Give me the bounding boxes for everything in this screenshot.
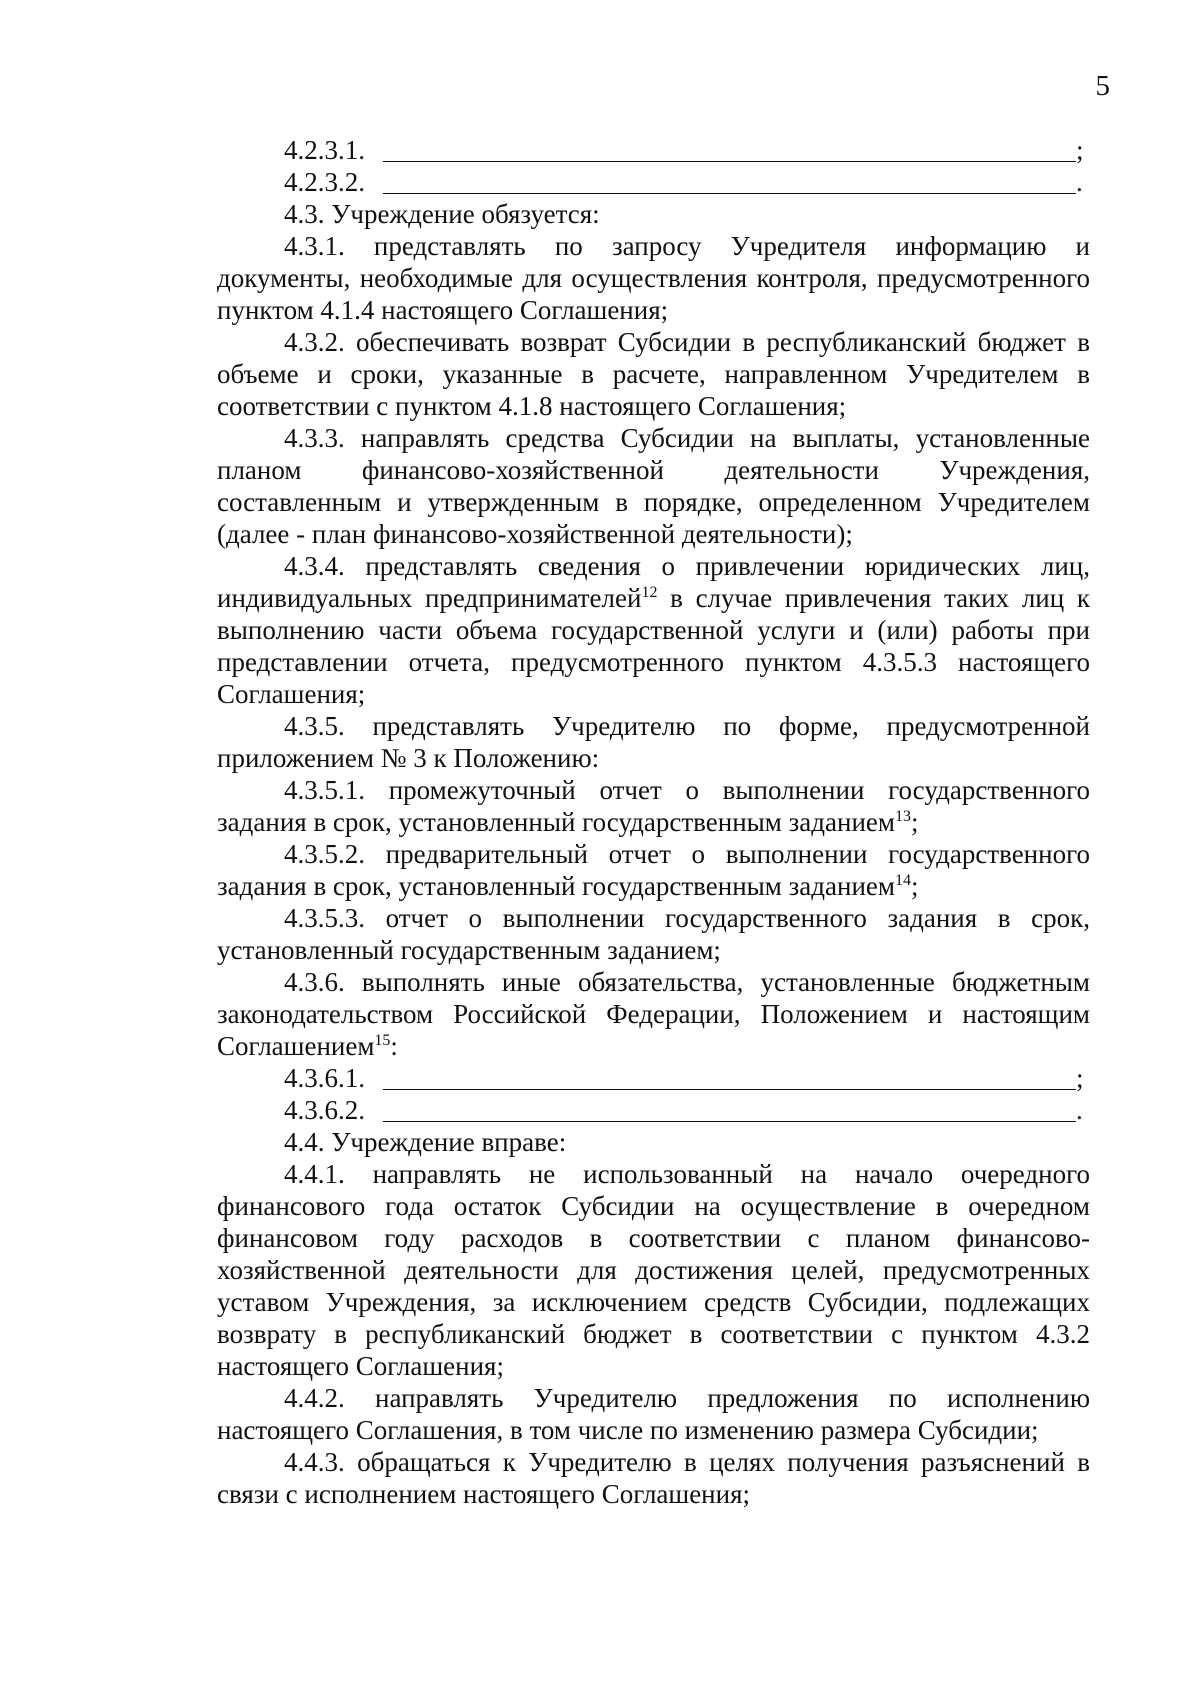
clause-text: :: [390, 1031, 398, 1061]
clause-text: в случае привлечения таких лиц к выполнению части объема государственной услуги и (или) работы при представлении отчета, предусмотренного пунктом 4.3.5.3 настоящего Соглашения;: [217, 583, 1090, 709]
clause-4-3-2: 4.3.2. обеспечивать возврат Субсидии в республиканский бюджет в объеме и сроки, указанные в расчете, направленном Учредителем в соответствии с пунктом 4.1.8 настоящего Соглашения;: [217, 327, 1090, 421]
clause-text: ;: [910, 871, 919, 901]
clause-4-4-3: 4.4.3. обращаться к Учредителю в целях получения разъяснений в связи с исполнением настоящего Соглашения;: [217, 1447, 1090, 1509]
clause-4-3-1: 4.3.1. представлять по запросу Учредителя информацию и документы, необходимые для осуществления контроля, предусмотренного пунктом 4.1.4 настоящего Соглашения;: [217, 231, 1090, 325]
fill-in-line: [383, 137, 1076, 162]
fill-in-line: [383, 1065, 1076, 1090]
blank-item-4-3-6-1: [217, 1062, 1090, 1094]
clause-4-3: 4.3. Учреждение обязуется:: [284, 199, 600, 229]
blank-item-4-2-3-2: [217, 166, 1090, 198]
clause-4-3-5-3: 4.3.5.3. отчет о выполнении государственного задания в срок, установленный государственным заданием;: [217, 903, 1090, 965]
clause-4-3-3: 4.3.3. направлять средства Субсидии на выплаты, установленные планом финансово-хозяйственной деятельности Учреждения, составленным и утвержденным в порядке, определенном Учредителем (далее - план финансово-хозяйственной деятельности);: [217, 423, 1090, 549]
page-number: 5: [1095, 70, 1110, 102]
clause-text: 4.3.5.1. промежуточный отчет о выполнении государственного задания в срок, установленный государственным заданием: [217, 775, 1090, 837]
clause-4-3-6: [217, 966, 1090, 1062]
footnote-ref-15: 15: [374, 1032, 391, 1049]
item-number: 4.2.3.2.: [284, 167, 365, 197]
footnote-ref-12: 12: [641, 584, 658, 601]
item-terminator: ;: [1076, 135, 1084, 165]
item-terminator: .: [1076, 1095, 1083, 1125]
item-number: 4.3.6.1.: [284, 1063, 365, 1093]
footnote-ref-14: 14: [894, 872, 911, 889]
item-number: 4.2.3.1.: [284, 135, 365, 165]
blank-item-4-2-3-1: [217, 134, 1090, 166]
clause-4-3-5: 4.3.5. представлять Учредителю по форме, предусмотренной приложением № 3 к Положению:: [217, 711, 1090, 773]
clause-text: ;: [910, 807, 919, 837]
clause-4-4: 4.4. Учреждение вправе:: [284, 1127, 567, 1157]
item-number: 4.3.6.2.: [284, 1095, 365, 1125]
clause-text: 4.3.5.2. предварительный отчет о выполнении государственного задания в срок, установленный государственным заданием: [217, 839, 1090, 901]
item-terminator: ;: [1076, 1063, 1084, 1093]
document-body: [217, 134, 1090, 1510]
fill-in-line: [383, 169, 1076, 194]
clause-4-3-5-2: [217, 838, 1090, 902]
clause-4-4-1: 4.4.1. направлять не использованный на начало очередного финансового года остаток Субсидии на осуществление в очередном финансовом году расходов в соответствии с планом финансово-хозяйственной деятельности для достижения целей, предусмотренных уставом Учреждения, за исключением средств Субсидии, подлежащих возврату в республиканский бюджет в соответствии с пунктом 4.3.2 настоящего Соглашения;: [217, 1159, 1090, 1381]
blank-item-4-3-6-2: [217, 1094, 1090, 1126]
clause-text: 4.3.6. выполнять иные обязательства, установленные бюджетным законодательством Российской Федерации, Положением и настоящим Соглашением: [217, 967, 1090, 1061]
clause-4-3-4: [217, 550, 1090, 710]
item-terminator: .: [1076, 167, 1083, 197]
clause-4-3-5-1: [217, 774, 1090, 838]
clause-4-4-2: 4.4.2. направлять Учредителю предложения по исполнению настоящего Соглашения, в том числе по изменению размера Субсидии;: [217, 1383, 1090, 1445]
fill-in-line: [383, 1097, 1076, 1122]
clause-text: 4.3.4. представлять сведения о привлечении юридических лиц, индивидуальных предпринимателей: [217, 551, 1090, 613]
footnote-ref-13: 13: [894, 808, 911, 825]
